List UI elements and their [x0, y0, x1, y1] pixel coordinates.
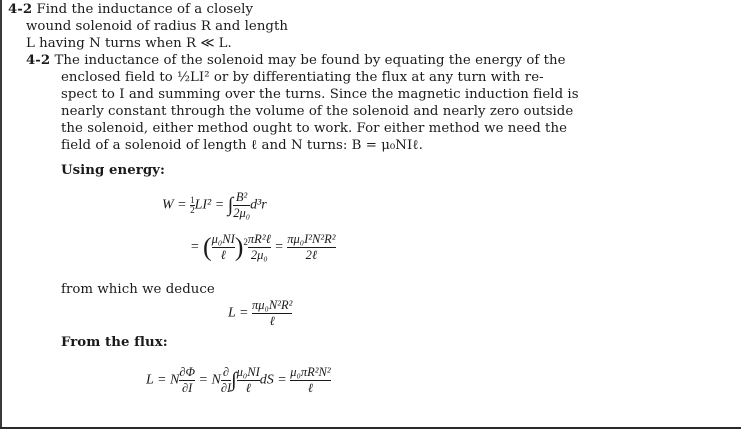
solution-text-1: The inductance of the solenoid may be found by equating the energy of the [54, 53, 566, 68]
problem-line-2: wound solenoid of radius R and length [26, 19, 289, 34]
eq2-result-den: 2ℓ [287, 247, 335, 263]
flux-int-fraction [237, 365, 260, 396]
flux-result-fraction [290, 365, 330, 396]
flux-equation [146, 365, 331, 396]
eq-w-fraction [233, 190, 250, 221]
solution-number: 4-2 [26, 53, 51, 68]
inductance-equation [228, 298, 292, 329]
energy-equation-1 [162, 190, 267, 221]
energy-heading: Using energy: [61, 163, 165, 178]
flux-result-num: μ₀πR²N² [290, 365, 331, 379]
eq2-den: 2μ₀ [248, 247, 271, 263]
eq2-inner-den: ℓ [212, 247, 235, 263]
eq2-result-fraction [287, 232, 335, 263]
flux-d2-fraction [221, 365, 231, 396]
deduce-text: from which we deduce [61, 282, 215, 297]
eq-w-den: 2μ₀ [233, 206, 251, 220]
flux-lhs: L = N [146, 372, 180, 388]
solution-line-1 [26, 53, 566, 69]
eq-w-lhs: W = [162, 197, 191, 213]
flux-integral-symbol: ∫ [231, 369, 237, 391]
flux-result-den: ℓ [290, 380, 330, 396]
eq-l-num: πμ₀N²R² [251, 298, 293, 312]
flux-int-den: ℓ [237, 380, 260, 396]
eq-w-d3r: d³r [250, 197, 267, 213]
eq-w-num: B² [235, 190, 248, 204]
flux-eq1: = N [195, 372, 221, 388]
flux-int-num: μ₀NI [236, 365, 260, 379]
flux-ds: dS = [259, 372, 291, 388]
problem-text-1: Find the inductance of a closely [36, 2, 254, 17]
right-paren: ) [234, 232, 244, 262]
eq2-result-num: πμ₀I²N²R² [287, 232, 336, 246]
eq-l-lhs: L = [228, 305, 252, 321]
square-exponent: 2 [243, 237, 248, 248]
flux-d1-num: ∂Φ [179, 365, 196, 379]
left-paren: ( [202, 232, 212, 262]
flux-d1-fraction [179, 365, 195, 396]
solution-line-3: spect to I and summing over the turns. Since the magnetic induction field is [61, 87, 579, 102]
eq2-prefix: = [190, 239, 203, 255]
one-half-fraction: $\frac{1}{2}$ [190, 195, 195, 215]
problem-line-1 [8, 2, 253, 18]
eq-l-den: ℓ [252, 313, 292, 329]
integral-symbol: ∫ [227, 194, 234, 216]
eq2-fraction [248, 232, 271, 263]
flux-d2-den: ∂I [220, 381, 232, 395]
solution-line-6: field of a solenoid of length ℓ and N turns: B = μ₀NIℓ. [61, 138, 423, 153]
eq-l-fraction [252, 298, 292, 329]
solution-line-4: nearly constant through the volume of the solenoid and nearly zero outside [61, 104, 574, 119]
eq2-inner-fraction [212, 232, 235, 263]
page-edge-left [0, 0, 2, 429]
problem-line-3: L having N turns when R ≪ L. [26, 36, 232, 51]
eq2-inner-num: μ₀NI [211, 232, 235, 246]
energy-equation-2 [190, 232, 336, 263]
flux-d1-den: ∂I [179, 380, 195, 396]
eq2-equals: = [270, 239, 288, 255]
flux-heading: From the flux: [61, 335, 168, 350]
eq-w-mid: LI² = [194, 197, 228, 213]
solution-line-5: the solenoid, either method ought to work. For either method we need the [61, 121, 567, 136]
flux-d2-num: ∂ [222, 365, 230, 379]
eq2-num: πR²ℓ [247, 232, 271, 246]
problem-number: 4-2 [8, 2, 33, 17]
solution-line-2: enclosed field to ½LI² or by differentiating the flux at any turn with re- [61, 70, 544, 85]
